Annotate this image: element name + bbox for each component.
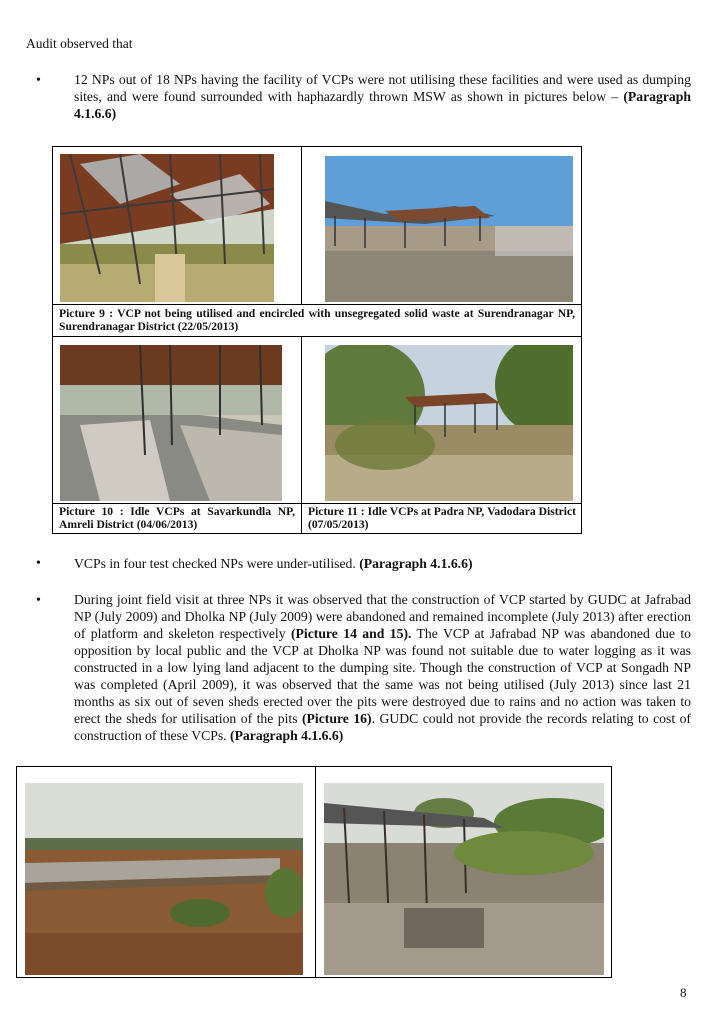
bullet-dot: • <box>36 556 41 571</box>
caption-picture-11: Picture 11 : Idle VCPs at Padra NP, Vadodara District (07/05/2013) <box>308 505 576 531</box>
photo-abandoned-platform <box>25 783 303 975</box>
caption-picture-10: Picture 10 : Idle VCPs at Savarkundla NP, Amreli District (04/06/2013) <box>59 505 295 531</box>
picture-table <box>52 146 582 534</box>
intro-text: Audit observed that <box>26 36 133 51</box>
photo-idle-vcp-savarkundla <box>60 345 282 501</box>
page-number: 8 <box>680 985 687 1000</box>
bullet-paragraph-3: During joint field visit at three NPs it was observed that the construction of VCP started by GUDC at Jafrabad NP (July 2009) and Dholka NP (July 2009) were abandoned and remained incomplete (July 2013) after erection of platform and skeleton respectively (Picture 14 and 15). The VCP at Jafrabad NP was abandoned due to opposition by local public and the VCP at Dholka NP was found not suitable due to water logging as it was constructed in a low lying land adjacent to the dumping site. Though the construction of VCP at Songadh NP was completed (April 2009), it was observed that the same was not being utilised (July 2013) since last 21 months as six out of seven sheds erected over the pits were destroyed due to rains and no action was taken to erect the sheds for utilisation of the pits (Picture 16). GUDC could not provide the records relating to cost of construction of these VCPs. (Paragraph 4.1.6.6) <box>74 592 691 743</box>
bottom-picture-table <box>16 766 612 978</box>
photo-vcp-broken-roof <box>60 154 274 302</box>
caption-picture-9: Picture 9 : VCP not being utilised and encircled with unsegregated solid waste at Surendranagar NP, Surendranagar District (22/05/2013) <box>59 307 575 333</box>
photo-vcp-skeleton <box>324 783 604 975</box>
bullet-paragraph-1: 12 NPs out of 18 NPs having the facility of VCPs were not utilising these facilities and were used as dumping sites, and were found surrounded with haphazardly thrown MSW as shown in pictures below – (Paragraph 4.1.6.6) <box>74 72 691 121</box>
bullet-paragraph-2: VCPs in four test checked NPs were under-utilised. (Paragraph 4.1.6.6) <box>74 556 473 571</box>
photo-idle-vcp-padra <box>325 345 573 501</box>
bullet-dot: • <box>36 73 41 88</box>
photo-vcp-waste-field <box>325 156 573 302</box>
bullet-dot: • <box>36 593 41 608</box>
